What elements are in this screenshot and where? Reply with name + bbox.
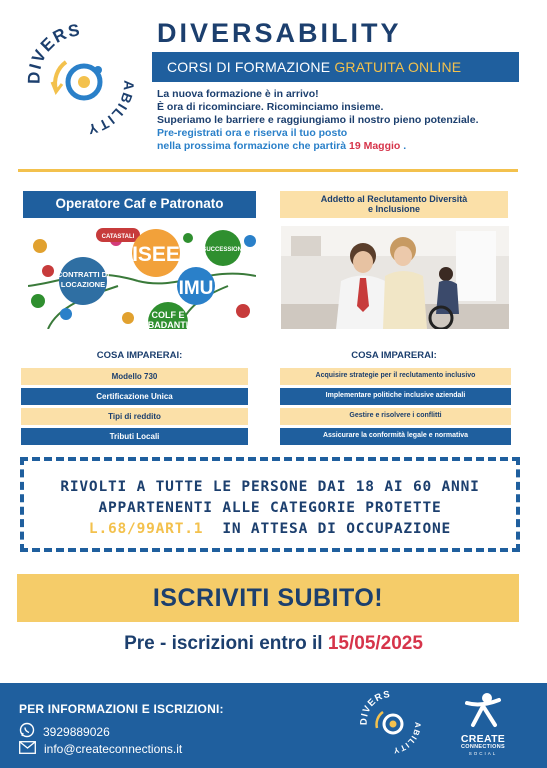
- intro-line: È ora di ricominciare. Ricominciamo insieme.: [157, 101, 384, 113]
- target-line: APPARTENENTI ALLE CATEGORIE PROTETTE: [98, 500, 442, 516]
- law-reference: L.68/99ART.1: [88, 521, 204, 537]
- image-word: IMU: [178, 278, 214, 299]
- learn-title-left: COSA IMPARERAI:: [96, 350, 183, 361]
- list-item: Gestire e risolvere i conflitti: [280, 408, 511, 425]
- intro-line-date: [157, 140, 529, 153]
- recruitment-topic-list: [280, 368, 511, 445]
- signup-cta-button[interactable]: [17, 574, 519, 622]
- subtitle-main: CORSI DI FORMAZIONE: [167, 59, 335, 75]
- list-item: Implementare politiche inclusive aziendali: [280, 388, 511, 405]
- list-item: Tributi Locali: [21, 428, 248, 445]
- list-item: Assicurare la conformità legale e normativa: [280, 428, 511, 445]
- intro-text: [157, 88, 529, 153]
- target-audience-text: [24, 477, 516, 540]
- create-social: SOCIAL: [468, 751, 498, 756]
- email-contact[interactable]: [19, 741, 182, 757]
- registration-deadline: [0, 633, 547, 655]
- list-item: Certificazione Unica: [21, 388, 248, 405]
- course-title-recruitment: [280, 191, 508, 218]
- section-divider: [18, 169, 518, 172]
- svg-text:ABILITY: ABILITY: [85, 79, 138, 138]
- caf-illustration: [28, 226, 256, 329]
- svg-text:CONTRATTI DI: CONTRATTI DI: [56, 270, 110, 279]
- signup-cta-label: ISCRIVITI SUBITO!: [152, 584, 384, 612]
- phone-contact[interactable]: [19, 722, 110, 741]
- learn-title-right: COSA IMPARERAI:: [351, 350, 437, 361]
- course-title-caf: Operatore Caf e Patronato: [23, 191, 256, 218]
- course-title-line: e Inclusione: [367, 204, 420, 214]
- svg-text:COLF E: COLF E: [151, 310, 185, 320]
- target-audience-box: [20, 457, 520, 552]
- footer: [0, 683, 547, 768]
- subtitle-banner: [152, 52, 519, 82]
- create-name: CREATE: [460, 733, 506, 745]
- svg-text:ABILITY: ABILITY: [391, 721, 423, 755]
- image-word: SUCCESSIONI: [202, 247, 244, 253]
- caf-topic-list: [21, 368, 248, 445]
- intro-line: nella prossima formazione che partirà: [157, 140, 349, 152]
- create-connections-logo: [445, 691, 521, 763]
- svg-text:DIVERS: DIVERS: [358, 689, 392, 726]
- svg-text:DIVERS: DIVERS: [24, 20, 83, 85]
- start-date: 19 Maggio: [348, 140, 401, 152]
- list-item: Modello 730: [21, 368, 248, 385]
- image-word: ISEE: [132, 243, 180, 266]
- svg-text:LOCAZIONE: LOCAZIONE: [60, 280, 106, 289]
- svg-text:BADANTI: BADANTI: [147, 320, 189, 329]
- email-address: info@createconnections.it: [44, 742, 183, 756]
- target-line: IN ATTESA DI OCCUPAZIONE: [203, 521, 452, 537]
- image-word: CATASTALI: [101, 234, 135, 240]
- footer-title: PER INFORMAZIONI E ISCRIZIONI:: [19, 702, 224, 716]
- intro-line: La nuova formazione è in arrivo!: [157, 88, 319, 100]
- intro-line: Superiamo le barriere e raggiungiamo il nostro pieno potenziale.: [157, 114, 479, 126]
- list-item: Tipi di reddito: [21, 408, 248, 425]
- recruitment-photo: [281, 226, 509, 329]
- list-item: Acquisire strategie per il reclutamento inclusivo: [280, 368, 511, 385]
- intro-line-end: .: [400, 140, 407, 152]
- intro-line: Pre-registrati ora e riserva il tuo posto: [157, 127, 348, 139]
- deadline-prefix: Pre - iscrizioni entro il: [124, 633, 328, 654]
- phone-number: 3929889026: [43, 724, 110, 739]
- subtitle-highlight: GRATUITA ONLINE: [334, 59, 462, 75]
- create-sub: CONNECTIONS: [461, 744, 505, 750]
- course-title-line: Addetto al Reclutamento Diversità: [320, 194, 468, 204]
- whatsapp-icon: [19, 722, 35, 741]
- brand-title: DIVERSABILITY: [157, 18, 402, 48]
- deadline-date: 15/05/2025: [327, 633, 423, 654]
- diversability-logo: [358, 689, 424, 755]
- diversability-logo: [22, 20, 140, 138]
- email-icon: [19, 741, 36, 757]
- target-line: RIVOLTI A TUTTE LE PERSONE DAI 18 AI 60 ANNI: [60, 479, 480, 495]
